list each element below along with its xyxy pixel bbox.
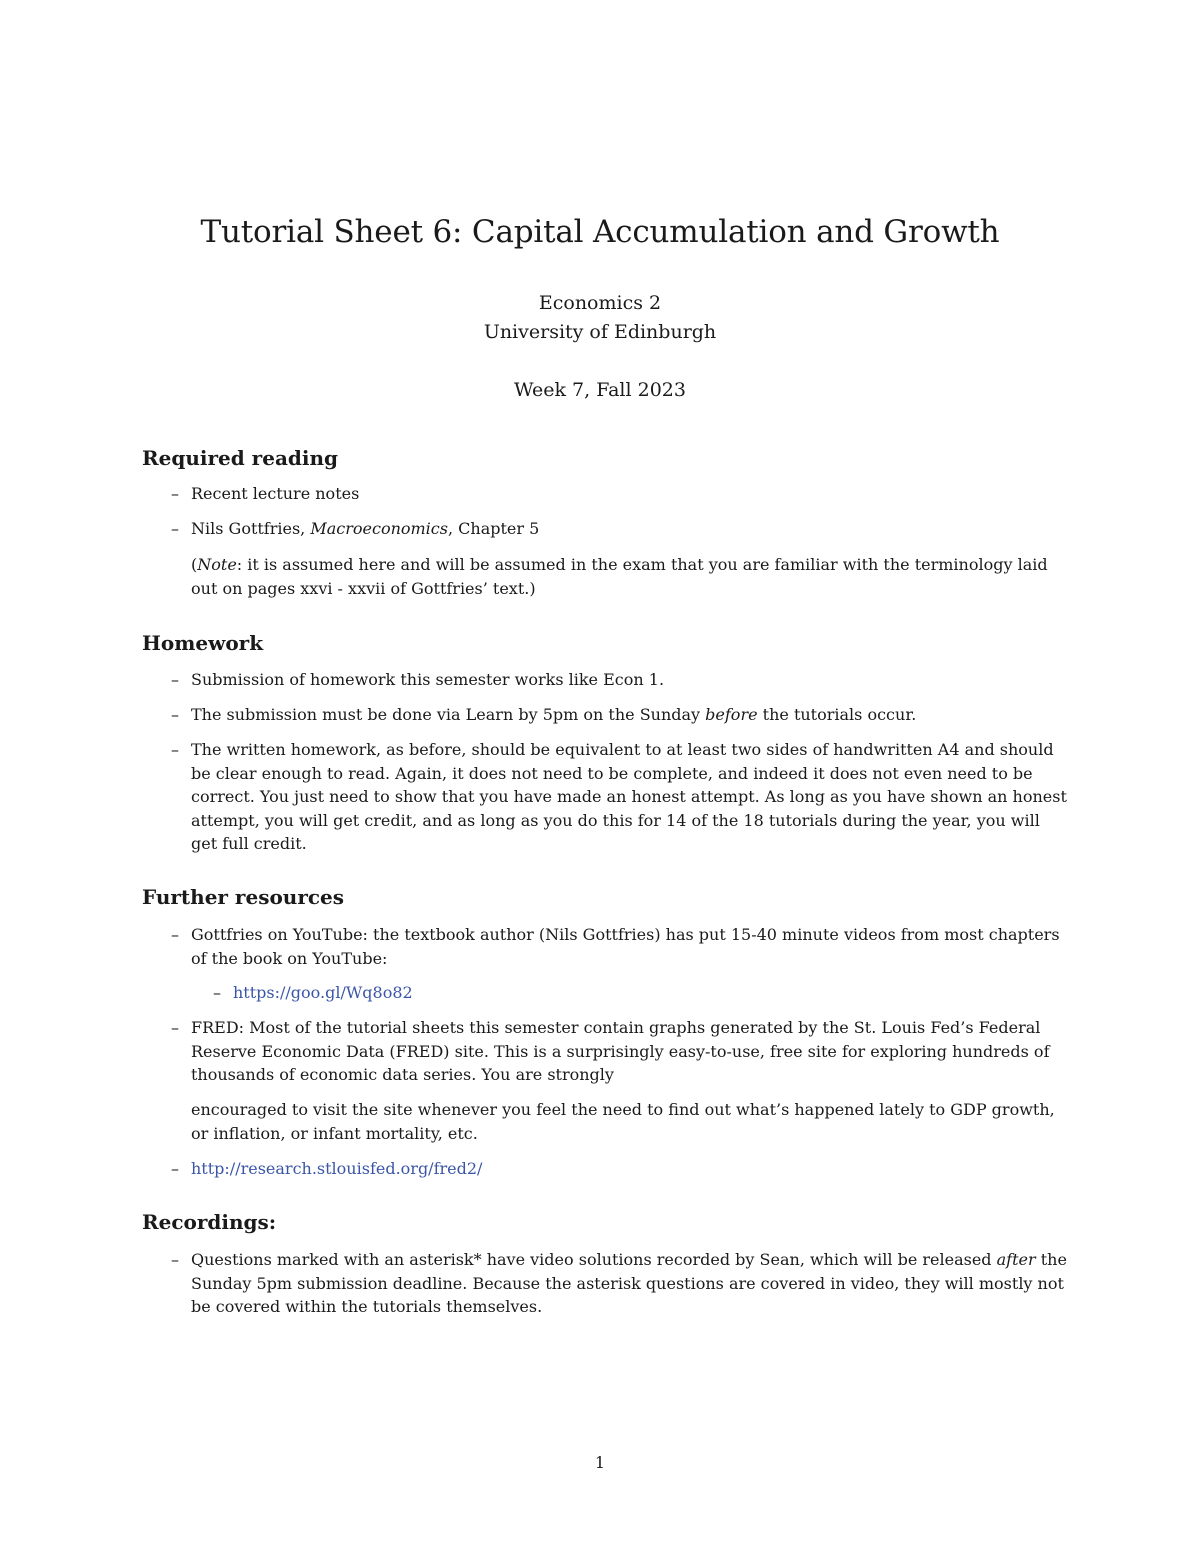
document-title: Tutorial Sheet 6: Capital Accumulation and Growth — [200, 214, 1000, 250]
fred-link[interactable]: http://research.stlouisfed.org/fred2/ — [191, 1159, 483, 1178]
list-marker: – — [171, 1159, 179, 1178]
institution-name: University of Edinburgh — [483, 321, 717, 343]
list-marker: – — [171, 740, 179, 759]
list-marker: – — [171, 925, 179, 944]
list-item — [171, 1016, 1071, 1087]
list-marker: – — [171, 484, 179, 503]
chapter-text: , Chapter 5 — [447, 519, 540, 538]
page-number: 1 — [594, 1453, 606, 1472]
list-item-text: Submission of homework this semester works like Econ 1. — [191, 670, 665, 689]
list-item — [171, 923, 1071, 970]
section-heading-homework: Homework — [142, 631, 264, 655]
emphasis-before: before — [705, 705, 758, 724]
list-marker: – — [171, 1250, 179, 1269]
note-label: Note — [197, 555, 237, 574]
list-item-text: Gottfries on YouTube: the textbook author (Nils Gottfries) has put 15-40 minute videos from most chapters of the book on YouTube: — [191, 925, 1060, 968]
text-segment: Questions marked with an asterisk* have video solutions recorded by Sean, which will be released — [191, 1250, 997, 1269]
text-segment: the Sunday 5pm submission deadline. Because the asterisk questions are covered in video, they will mostly not be covered within the tutorials themselves. — [191, 1250, 1067, 1316]
course-name: Economics 2 — [538, 292, 662, 314]
list-marker: – — [213, 983, 221, 1002]
list-item-text — [191, 1248, 1071, 1319]
text-segment: The submission must be done via Learn by 5pm on the Sunday — [191, 705, 706, 724]
list-item — [171, 703, 1071, 727]
book-title: Macroeconomics — [310, 519, 448, 538]
list-item-text: Recent lecture notes — [191, 484, 360, 503]
list-item — [171, 738, 1071, 856]
list-marker: – — [171, 705, 179, 724]
youtube-link[interactable]: https://goo.gl/Wq8o82 — [233, 983, 413, 1002]
list-marker: – — [171, 1018, 179, 1037]
list-item — [171, 1248, 1071, 1319]
list-item-text — [191, 703, 1071, 727]
fred-continuation-paragraph: encouraged to visit the site whenever you feel the need to find out what’s happened lately to GDP growth, or inflation, or infant mortality, etc. — [191, 1100, 1055, 1143]
list-marker: – — [171, 670, 179, 689]
list-item-text: The written homework, as before, should be equivalent to at least two sides of handwritten A4 and should be clear enough to read. Again, it does not need to be complete, and indeed it does not even need to be correct. You just need to show that you have made an honest attempt. As long as you have shown an honest attempt, you will get credit, and as long as you do this for 14 of the 18 tutorials during the year, you will get full credit. — [191, 740, 1067, 853]
list-item — [171, 1157, 1071, 1181]
author-text: Nils Gottfries, — [191, 519, 311, 538]
list-item-text — [191, 517, 1071, 541]
sub-list-item — [213, 981, 1063, 1005]
list-item — [171, 482, 1071, 506]
section-heading-required-reading: Required reading — [142, 446, 339, 470]
note-text: : it is assumed here and will be assumed in the exam that you are familiar with the terminology laid out on pages xxvi - xxvii of Gottfries’ text.) — [191, 555, 1048, 598]
section-heading-recordings: Recordings: — [142, 1210, 277, 1234]
list-item — [171, 517, 1071, 541]
list-item-text: FRED: Most of the tutorial sheets this semester contain graphs generated by the St. Louis Fed’s Federal Reserve Economic Data (FRED) site. This is a surprisingly easy-to-use, free site for exploring hundreds of thousands of economic data series. You are strongly — [191, 1018, 1050, 1084]
note-paren: ( — [191, 555, 198, 574]
text-segment: the tutorials occur. — [757, 705, 917, 724]
term-date: Week 7, Fall 2023 — [514, 379, 686, 401]
section-heading-further-resources: Further resources — [142, 885, 345, 909]
emphasis-after: after — [996, 1250, 1036, 1269]
list-marker: – — [171, 519, 179, 538]
list-item — [171, 668, 1071, 692]
note-paragraph — [191, 553, 1071, 600]
